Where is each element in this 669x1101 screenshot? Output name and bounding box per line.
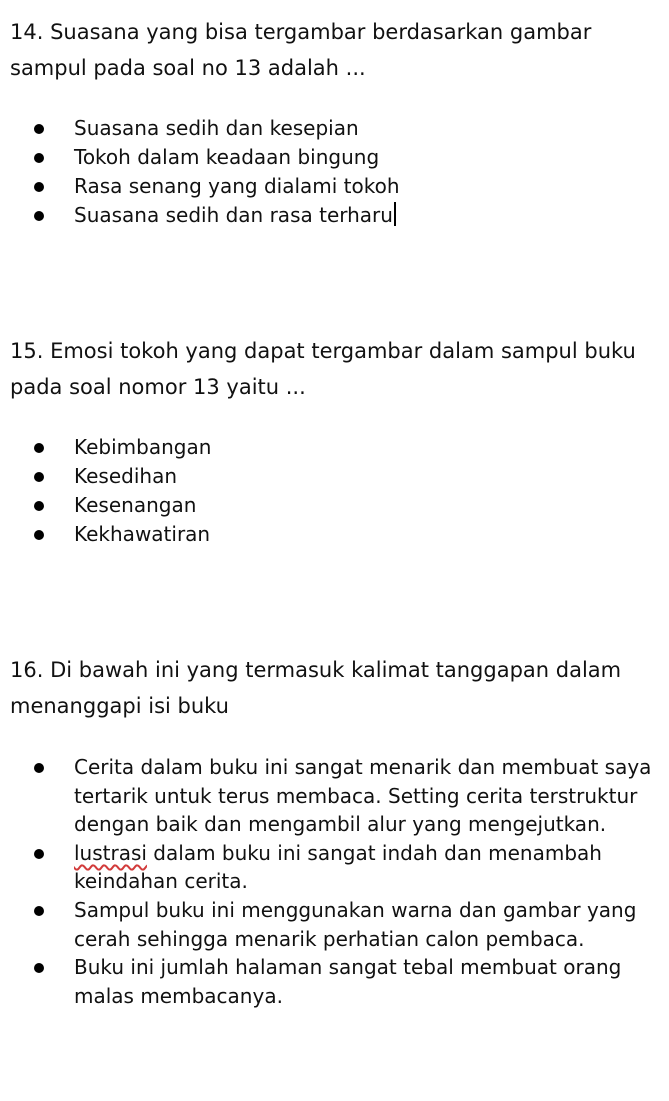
list-item: [0, 462, 669, 491]
option-text[interactable]: Suasana sedih dan rasa terharu: [74, 203, 393, 227]
list-item: [0, 491, 669, 520]
text-cursor: [394, 202, 396, 226]
option-text: Suasana sedih dan kesepian: [74, 116, 359, 140]
bullet-icon: [34, 211, 44, 221]
question-14-options: [0, 114, 669, 230]
bullet-icon: [34, 124, 44, 134]
question-16: 16. Di bawah ini yang termasuk kalimat tanggapan dalam menanggapi isi buku: [10, 658, 622, 718]
list-item: [0, 896, 669, 953]
bullet-icon: [34, 963, 44, 973]
option-text: Buku ini jumlah halaman sangat tebal membuat orang malas membacanya.: [74, 955, 622, 1008]
option-text: Cerita dalam buku ini sangat menarik dan membuat saya tertarik untuk terus membaca. Setting cerita terstruktur dengan baik dan mengambil alur yang mengejutkan.: [74, 755, 652, 837]
list-item: [0, 433, 669, 462]
option-text: Tokoh dalam keadaan bingung: [74, 145, 380, 169]
question-14: 14. Suasana yang bisa tergambar berdasarkan gambar sampul pada soal no 13 adalah ...: [10, 20, 592, 80]
bullet-icon: [34, 763, 44, 773]
list-item: [0, 839, 669, 896]
list-item: [0, 520, 669, 549]
question-15-options: [0, 433, 669, 549]
bullet-icon: [34, 501, 44, 511]
option-text: Kebimbangan: [74, 435, 212, 459]
list-item: [0, 753, 669, 839]
misspelled-word[interactable]: lustrasi: [74, 840, 147, 865]
option-text: Kesenangan: [74, 493, 197, 517]
bullet-icon: [34, 182, 44, 192]
option-text: Sampul buku ini menggunakan warna dan gambar yang cerah sehingga menarik perhatian calon pembaca.: [74, 897, 637, 951]
bullet-icon: [34, 443, 44, 453]
list-item: [0, 172, 669, 201]
option-text: Rasa senang yang dialami tokoh: [74, 174, 400, 198]
list-item: [0, 114, 669, 143]
bullet-icon: [34, 530, 44, 540]
option-text: Kekhawatiran: [74, 522, 211, 546]
option-text: dalam buku ini sangat indah dan menambah keindahan cerita.: [74, 840, 602, 894]
question-15: 15. Emosi tokoh yang dapat tergambar dalam sampul buku pada soal nomor 13 yaitu ...: [10, 339, 636, 399]
question-16-options: [0, 753, 669, 1010]
bullet-icon: [34, 472, 44, 482]
bullet-icon: [34, 906, 44, 916]
list-item[interactable]: [0, 201, 669, 230]
list-item: [0, 143, 669, 172]
list-item: [0, 953, 669, 1010]
bullet-icon: [34, 849, 44, 859]
option-text: Kesedihan: [74, 464, 178, 488]
bullet-icon: [34, 153, 44, 163]
